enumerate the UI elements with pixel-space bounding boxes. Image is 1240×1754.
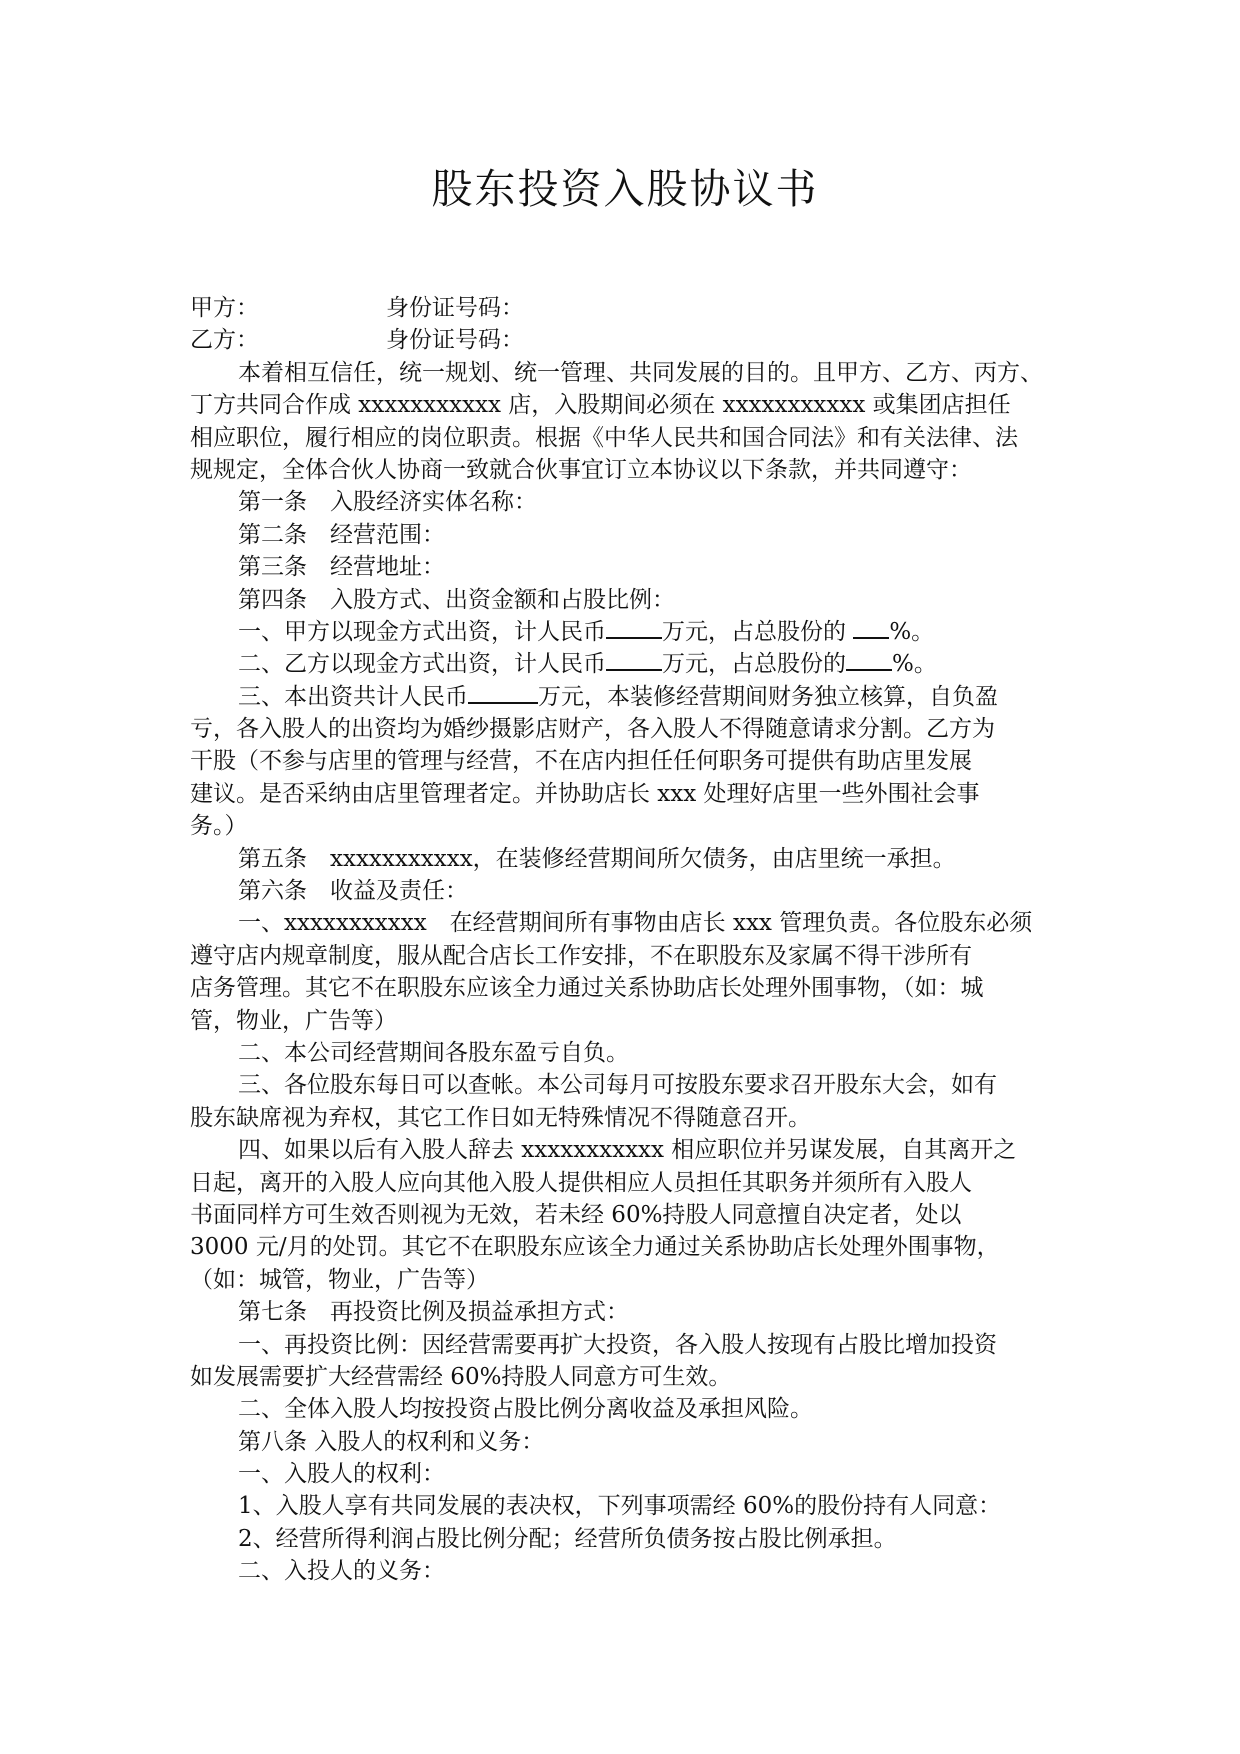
- text-line: [190, 486, 1060, 518]
- line-text: 务。）: [190, 813, 248, 840]
- line-text: 1、入股人享有共同发展的表决权，下列事项需经 60%的股份持有人同意：: [238, 1493, 1002, 1520]
- document-body: [190, 292, 1060, 1588]
- line-text-tail: %。: [892, 651, 937, 678]
- text-line: [190, 810, 1060, 842]
- fill-in-blank: [468, 682, 538, 704]
- line-text: 相应职位，履行相应的岗位职责。根据《中华人民共和国合同法》和有关法律、法: [190, 424, 1018, 451]
- line-text: 二、入投人的义务：: [238, 1558, 445, 1585]
- text-line: [190, 778, 1060, 810]
- text-line: [190, 1037, 1060, 1069]
- line-text: 3000 元/月的处罚。其它不在职股东应该全力通过关系协助店长处理外围事物，: [190, 1234, 1000, 1261]
- line-text: 一、入股人的权利：: [238, 1461, 445, 1488]
- party-a-label: 甲方：: [190, 295, 259, 321]
- line-text: 四、如果以后有入股人辞去 xxxxxxxxxxx 相应职位并另谋发展，自其离开之: [238, 1137, 1017, 1164]
- line-text: （如：城管，物业，广告等）: [190, 1266, 489, 1293]
- text-line: [190, 1361, 1060, 1393]
- text-line: [190, 1426, 1060, 1458]
- text-line: [190, 422, 1060, 454]
- text-line: [190, 1167, 1060, 1199]
- party-a-line: [190, 292, 1060, 324]
- line-text: 一、再投资比例：因经营需要再扩大投资，各入股人按现有占股比增加投资: [238, 1331, 997, 1358]
- text-line: [190, 1458, 1060, 1490]
- line-text: 第一条 入股经济实体名称：: [238, 489, 537, 516]
- text-line: [190, 843, 1060, 875]
- text-line: [190, 1296, 1060, 1328]
- text-line: [190, 713, 1060, 745]
- line-text: 2、经营所得利润占股比例分配；经营所负债务按占股比例承担。: [238, 1525, 897, 1552]
- text-line: [190, 389, 1060, 421]
- line-text: 店务管理。其它不在职股东应该全力通过关系协助店长处理外围事物，（如：城: [190, 975, 984, 1002]
- text-line: [190, 1264, 1060, 1296]
- text-line: [190, 616, 1060, 648]
- text-line: [190, 745, 1060, 777]
- text-line: [190, 454, 1060, 486]
- text-line: [190, 1329, 1060, 1361]
- text-line: [190, 940, 1060, 972]
- line-text: 本着相互信任，统一规划、统一管理、共同发展的目的。且甲方、乙方、丙方、: [238, 359, 1043, 386]
- text-line: [190, 1523, 1060, 1555]
- line-text: 二、乙方以现金方式出资，计人民币: [238, 651, 606, 678]
- text-line: [190, 1199, 1060, 1231]
- text-line: [190, 357, 1060, 389]
- line-text: 一、甲方以现金方式出资，计人民币: [238, 618, 606, 645]
- fill-in-blank: [606, 649, 662, 671]
- party-a-id-label: 身份证号码：: [386, 295, 524, 321]
- text-line: [190, 972, 1060, 1004]
- text-line: [190, 1134, 1060, 1166]
- line-text: 书面同样方可生效否则视为无效，若未经 60%持股人同意擅自决定者，处以: [190, 1201, 962, 1228]
- line-text-mid: 万元，占总股份的: [662, 651, 846, 678]
- text-line: [190, 519, 1060, 551]
- fill-in-blank: [853, 617, 889, 639]
- fill-in-blank: [606, 617, 662, 639]
- line-text: 股东缺席视为弃权，其它工作日如无特殊情况不得随意召开。: [190, 1104, 811, 1131]
- party-b-label: 乙方：: [190, 327, 259, 354]
- line-text-tail: %。: [889, 618, 935, 645]
- text-line: [190, 584, 1060, 616]
- line-text: 三、各位股东每日可以查帐。本公司每月可按股东要求召开股东大会，如有: [238, 1072, 997, 1099]
- party-b-line: [190, 324, 1060, 356]
- line-text: 第三条 经营地址：: [238, 554, 445, 581]
- text-line: [190, 1555, 1060, 1587]
- line-text: 日起，离开的入股人应向其他入股人提供相应人员担任其职务并须所有入股人: [190, 1169, 972, 1196]
- line-text: 管，物业，广告等）: [190, 1007, 397, 1034]
- text-line: [190, 875, 1060, 907]
- line-text: 一、xxxxxxxxxxx 在经营期间所有事物由店长 xxx 管理负责。各位股东必须: [238, 910, 1033, 937]
- text-line: [190, 1490, 1060, 1522]
- text-line: [190, 1069, 1060, 1101]
- fill-in-blank: [846, 649, 892, 671]
- line-text: 干股（不参与店里的管理与经营，不在店内担任任何职务可提供有助店里发展: [190, 748, 972, 775]
- text-line: [190, 907, 1060, 939]
- text-line: [190, 1393, 1060, 1425]
- line-text: 规规定，全体合伙人协商一致就合伙事宜订立本协议以下条款，并共同遵守：: [190, 456, 972, 483]
- line-text: 丁方共同合作成 xxxxxxxxxxx 店，入股期间必须在 xxxxxxxxxxx 或集团店担任: [190, 392, 1011, 419]
- line-text: 第四条 入股方式、出资金额和占股比例：: [238, 586, 675, 613]
- line-text: 建议。是否采纳由店里管理者定。并协助店长 xxx 处理好店里一些外围社会事: [190, 780, 980, 807]
- line-text: 第七条 再投资比例及损益承担方式：: [238, 1299, 629, 1326]
- text-line: [190, 1102, 1060, 1134]
- text-line: [190, 1231, 1060, 1263]
- document-title: 股东投资入股协议书: [431, 165, 819, 213]
- text-line: [190, 681, 1060, 713]
- line-text-mid: 万元，占总股份的: [662, 618, 854, 645]
- line-text: 二、全体入股人均按投资占股比例分离收益及承担风险。: [238, 1396, 813, 1423]
- line-text: 第六条 收益及责任：: [238, 878, 468, 905]
- line-text: 第八条 入股人的权利和义务：: [238, 1428, 545, 1455]
- text-line: [190, 1005, 1060, 1037]
- line-text: 二、本公司经营期间各股东盈亏自负。: [238, 1039, 629, 1066]
- line-text: 三、本出资共计人民币: [238, 683, 468, 710]
- text-line: [190, 648, 1060, 680]
- text-line: [190, 551, 1060, 583]
- party-b-id-label: 身份证号码：: [386, 327, 524, 354]
- line-text: 第五条 xxxxxxxxxxx，在装修经营期间所欠债务，由店里统一承担。: [238, 845, 956, 872]
- line-text-mid: 万元，本装修经营期间财务独立核算，自负盈: [538, 683, 998, 710]
- line-text: 第二条 经营范围：: [238, 521, 445, 548]
- line-text: 遵守店内规章制度，服从配合店长工作安排，不在职股东及家属不得干涉所有: [190, 942, 972, 969]
- line-text: 亏，各入股人的出资均为婚纱摄影店财产，各入股人不得随意请求分割。乙方为: [190, 716, 995, 743]
- line-text: 如发展需要扩大经营需经 60%持股人同意方可生效。: [190, 1363, 732, 1390]
